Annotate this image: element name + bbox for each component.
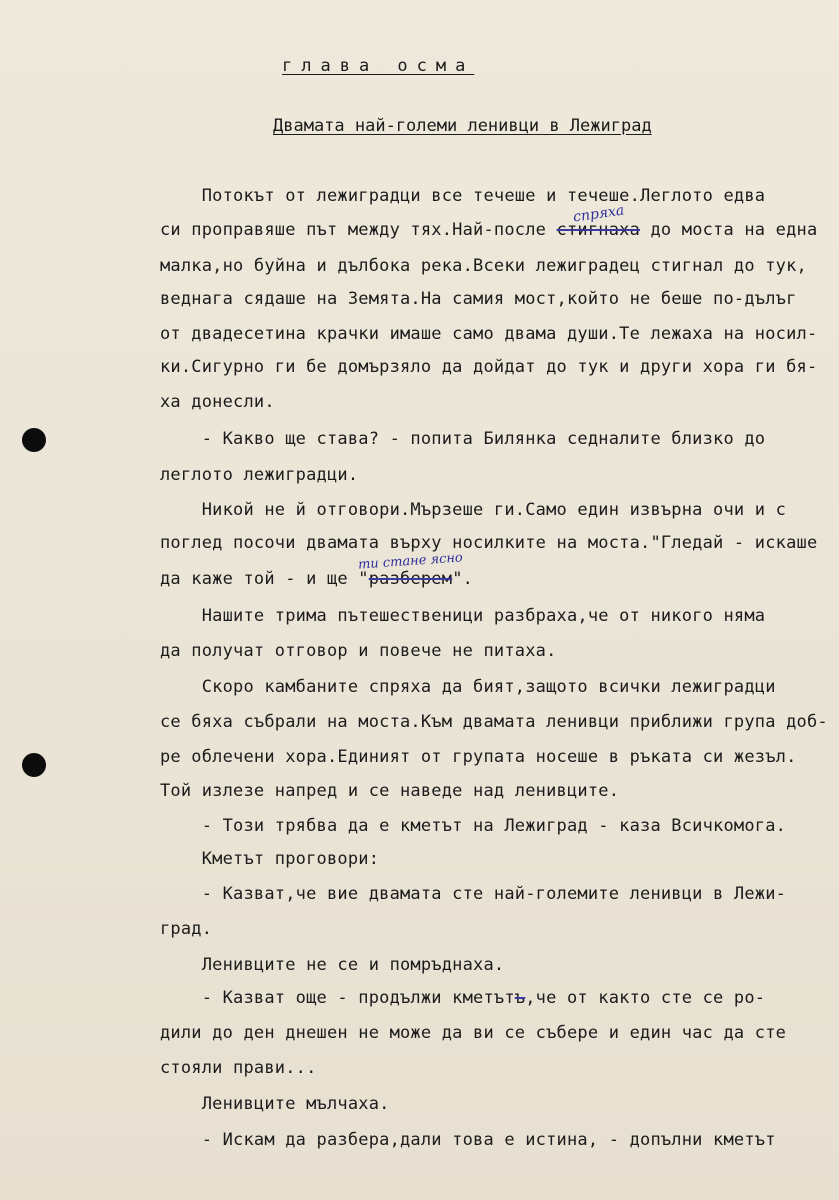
text-line: леглото лежиградци. bbox=[160, 465, 359, 485]
text-line: Той излезе напред и се наведе над ленивците. bbox=[160, 781, 620, 801]
text-line: Никой не й отговори.Мързеше ги.Само един извърна очи и с bbox=[160, 500, 787, 520]
text-line: - Този трябва да е кметът на Лежиград - каза Всичкомога. bbox=[160, 816, 787, 836]
handwritten-correction: спряха bbox=[572, 202, 626, 226]
text-line: се бяха събрали на моста.Към двамата ленивци приближи група доб- bbox=[160, 712, 828, 732]
text-line: - Искам да разбера,дали това е истина, - допълни кметът bbox=[160, 1130, 776, 1150]
text-line: малка,но буйна и дълбока река.Всеки лежиградец стигнал до тук, bbox=[160, 256, 807, 276]
text-line: Кметът проговори: bbox=[160, 849, 380, 869]
text-line: Ленивците не се и помръднаха. bbox=[160, 955, 505, 975]
text-line: от двадесетина крачки имаше само двама души.Те лежаха на носил- bbox=[160, 324, 818, 344]
text-line: - Какво ще става? - попита Билянка седналите близко до bbox=[160, 429, 766, 449]
text-line: - Казват още - продължи кметътъ,че от както сте се ро- bbox=[160, 988, 766, 1008]
chapter-title: глава осма bbox=[282, 56, 475, 76]
text-line: - Казват,че вие двамата сте най-големите ленивци в Лежи- bbox=[160, 884, 787, 904]
struck-word: разберем bbox=[368, 569, 453, 589]
text-line: Потокът от лежиградци все течеше и течеше.Леглото едва bbox=[160, 186, 766, 206]
struck-word: стигнаха bbox=[556, 220, 641, 240]
text-line: Скоро камбаните спряха да бият,защото всички лежиградци bbox=[160, 677, 776, 697]
text-line: ре облечени хора.Единият от групата носеше в ръката си жезъл. bbox=[160, 747, 797, 767]
section-title: Двамата най-големи ленивци в Лежиград bbox=[273, 116, 652, 136]
text-line: веднага сядаше на Земята.На самия мост,който не беше по-дълъг bbox=[160, 289, 797, 309]
text-line: да получат отговор и повече не питаха. bbox=[160, 641, 557, 661]
text-line: ха донесли. bbox=[160, 392, 275, 412]
text-line: Ленивците мълчаха. bbox=[160, 1094, 390, 1114]
text-line: Нашите трима пътешественици разбраха,че от никого няма bbox=[160, 606, 766, 626]
handwritten-correction: ти стане ясно bbox=[357, 550, 464, 573]
text-line: стояли прави... bbox=[160, 1058, 317, 1078]
text-line: да каже той - и ще "разберем". bbox=[160, 569, 474, 589]
struck-word: ъ bbox=[514, 988, 526, 1008]
text-line: ки.Сигурно ги бе домързяло да дойдат до тук и други хора ги бя- bbox=[160, 357, 818, 377]
text-line: град. bbox=[160, 919, 213, 939]
punch-hole-icon bbox=[22, 428, 46, 452]
text-line: си проправяше път между тях.Най-после стигнаха до моста на една bbox=[160, 220, 818, 240]
text-line: дили до ден днешен не може да ви се събере и един час да сте bbox=[160, 1023, 787, 1043]
text-line: поглед посочи двамата върху носилките на моста."Гледай - искаше bbox=[160, 533, 818, 553]
punch-hole-icon bbox=[22, 753, 46, 777]
